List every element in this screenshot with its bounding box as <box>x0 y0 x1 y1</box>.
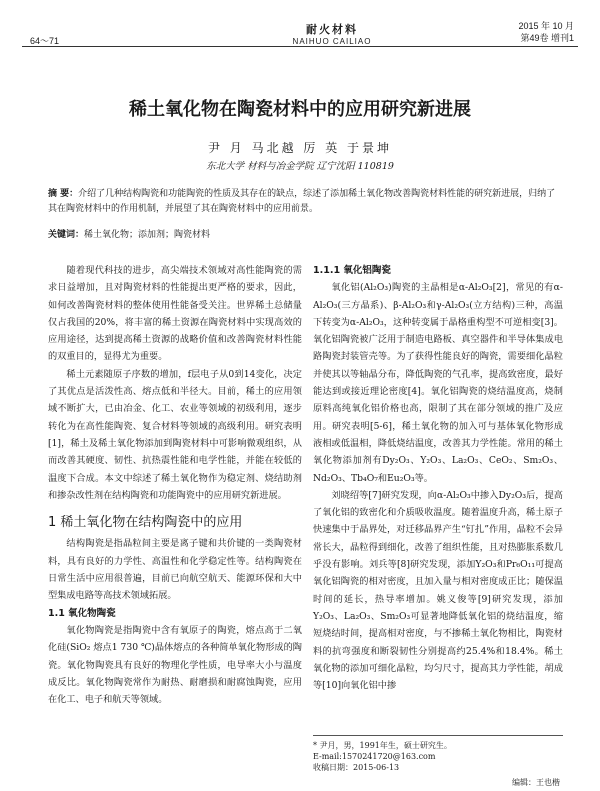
issue-date: 2015 年 10 月 <box>518 21 574 31</box>
page-range: 64～71 <box>30 36 60 46</box>
subsection-1-1-heading: 1.1 氧化物陶瓷 <box>48 607 116 619</box>
alumina-paragraph-2: 刘晓绍等[7]研究发现，向α-Al₂O₃中掺入Dy₂O₃后，提高了氧化铝的致密化和介质吸收温度。随着温度升高，稀土原子快速集中于晶界处，对迁移晶界产生“钉扎”作用，晶粒不会异常长大，晶粒得到细化，改善了组织性能，且对热膨胀系数几乎没有影响。刘兵等[8]研究发现，添加Y₂O₃和Pr₆O₁₁可提高氧化铝陶瓷的相对密度，且加入量与相对密度成正比；随保温时间的延长，热导率增加。姚义俊等[9]研究发现，添加Y₂O₃、La₂O₃、Sm₂O₃可显著地降低氧化铝的烧结温度，缩短烧结时间，提高相对密度，与不掺稀土氧化物相比，陶瓷材料的抗弯强度和断裂韧性分别提高约25.4%和18.4%。稀土氧化物的添加可细化晶粒，均匀尺寸，提高其力学性能，胡成等[10]向氧化铝中掺 <box>313 489 563 692</box>
section-1-paragraph: 结构陶瓷是指晶粒间主要是离子键和共价键的一类陶瓷材料，具有良好的力学性、高温性和化学稳定性等。结构陶瓷在日常生活中应用很普遍，目前已向航空航天、能源环保和大中型集成电路等高技术领域拓展。 <box>48 538 302 602</box>
footnote-email: E-mail:1570241720@163.com <box>313 752 436 761</box>
section-1-heading: 1 稀土氧化物在结构陶瓷中的应用 <box>48 515 243 531</box>
keywords-label: 关键词： <box>48 230 85 240</box>
abstract <box>48 187 558 217</box>
affiliation: 东北大学 材料与冶金学院 辽宁沈阳 110819 <box>206 161 394 172</box>
subsection-1-1-paragraph: 氧化物陶瓷是指陶瓷中含有氧原子的陶瓷，熔点高于二氧化硅(SiO₂ 熔点1 730 ℃)晶体熔点的各种简单氧化物形成的陶瓷。氧化物陶瓷具有良好的物理化学性质，电导率大小与温度成反比。氧化物陶瓷常作为耐热、耐磨损和耐腐蚀陶瓷，应用在化工、电子和航天等领域。 <box>48 624 302 706</box>
footnote-received: 收稿日期：2015-06-13 <box>313 763 400 772</box>
left-column <box>48 262 302 708</box>
footnote <box>313 735 563 773</box>
right-column <box>313 262 563 694</box>
issue-info <box>518 20 574 44</box>
journal-name-en: NAIHUO CAILIAO <box>292 37 372 46</box>
paper-title: 稀土氧化物在陶瓷材料中的应用研究新进展 <box>129 99 471 120</box>
abstract-text: 介绍了几种结构陶瓷和功能陶瓷的性质及其存在的缺点，综述了添加稀土氧化物改善陶瓷材料性能的研究新进展，归纳了其在陶瓷材料中的作用机制，并展望了其在陶瓷材料中的应用前景。 <box>48 189 556 214</box>
footnote-author: * 尹月，男，1991年生，硕士研究生。 <box>313 741 452 750</box>
abstract-label: 摘 要： <box>48 189 79 199</box>
keywords <box>48 227 558 240</box>
editor-note: 编辑：王也楷 <box>512 778 560 787</box>
intro-paragraph-1: 随着现代科技的进步，高尖端技术领域对高性能陶瓷的需求日益增加，且对陶瓷材料的性能提出更严格的要求，因此，如何改善陶瓷材料的整体使用性能备受关注。世界稀土总储量仅占我国的20%，将丰富的稀土资源在陶瓷材料中实现高效的应用途径，达到提高稀土资源的战略价值和改善陶瓷材料性能的双重目的，显得尤为重要。 <box>48 265 302 363</box>
page-header <box>22 20 578 47</box>
journal-logo <box>277 21 387 46</box>
journal-name-cn: 耐火材料 <box>306 23 358 36</box>
intro-paragraph-2: 稀土元素随原子序数的增加，f层电子从0到14变化，决定了其优点是活泼性高、熔点低和半径大。目前，稀土的应用领域不断扩大，已由冶金、化工、农业等领域的初级利用，逐步转化为在高性能陶瓷、复合材料等领域的高级利用。研究表明[1]，稀土及稀土氧化物添加到陶瓷材料中可影响微观组织，从而改善其硬度、韧性、抗热震性能和电学性能，并能在较低的温度下合成。本文中综述了稀土氧化物作为稳定剂、烧结助剂和掺杂改性剂在结构陶瓷和功能陶瓷中的应用研究新进展。 <box>48 368 302 501</box>
issue-volume: 第49卷 增刊1 <box>520 33 574 43</box>
subsection-1-1-1-heading: 1.1.1 氧化铝陶瓷 <box>313 265 391 276</box>
authors: 尹 月 马北越 厉 英 于景坤 <box>207 141 393 155</box>
keywords-text: 稀土氧化物；添加剂；陶瓷材料 <box>84 230 211 240</box>
alumina-paragraph-1: 氧化铝(Al₂O₃)陶瓷的主晶相是α-Al₂O₃[2]，常见的有α-Al₂O₃(三方晶系)、β-Al₂O₃和γ-Al₂O₃(立方结构)三种，高温下转变为α-Al₂O₃，这种转变属于晶格重构型不可逆相变[3]。氧化铝陶瓷被广泛用于制造电路板、真空器件和半导体集成电路陶瓷封装管壳等。为了获得性能良好的陶瓷，需要细化晶粒并使其以等轴晶分布，降低陶瓷的气孔率，提高致密度，最好能达到或接近理论密度[4]。氧化铝陶瓷的烧结温度高，烧制原料高纯氧化铝价格也高，限制了其在部分领域的推广及应用。研究表明[5-6]，稀土氧化物的加入可与基体氧化物形成液相或低温相，降低烧结温度，改善其力学性能。常用的稀土氧化物添加剂有Dy₂O₃、Y₂O₃、La₂O₃、CeO₂、Sm₂O₃、Nd₂O₃、Tb₄O₇和Eu₂O₃等。 <box>313 282 563 484</box>
